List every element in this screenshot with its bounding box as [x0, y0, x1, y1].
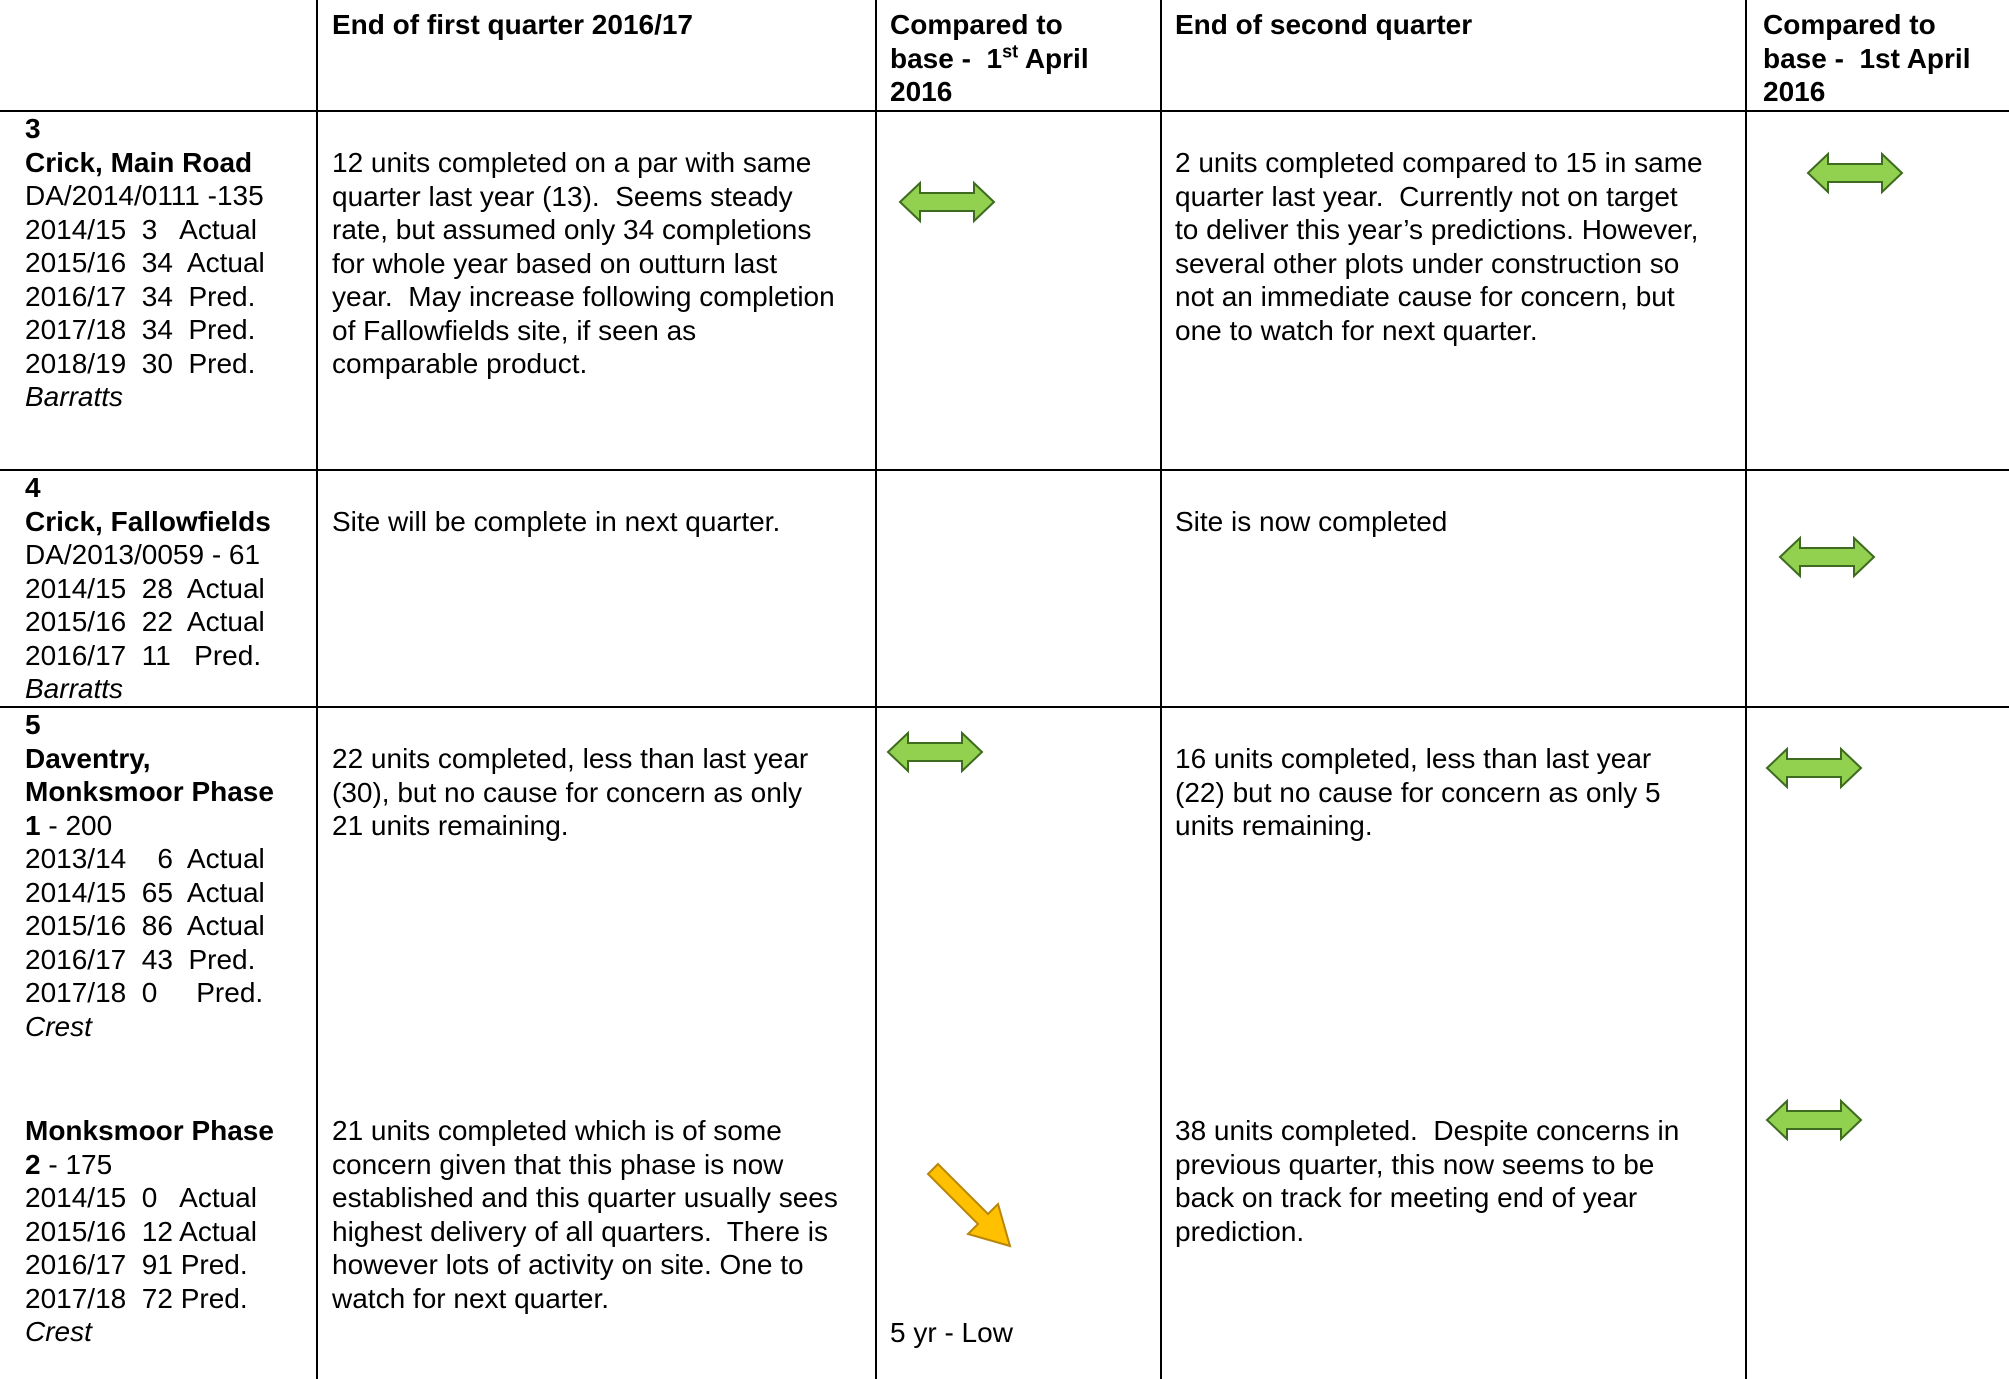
site-cell-row4: 4 Crick, Fallowfields DA/2013/0059 - 61 2014/15 28 Actual 2015/16 22 Actual 2016/17 11 Pred. Barratts	[25, 472, 271, 704]
table-column-divider	[875, 0, 877, 1379]
down-arrow-icon	[926, 1162, 1014, 1250]
site-cell-row5-phase2: Monksmoor Phase 2 - 175 2014/15 0 Actual 2015/16 12 Actual 2016/17 91 Pred. 2017/18 72 Pred. Crest	[25, 1115, 274, 1347]
q2-commentary-row4: Site is now completed	[1175, 506, 1448, 537]
q2-commentary-row5: 16 units completed, less than last year (22) but no cause for concern as only 5 units remaining.	[1175, 743, 1661, 841]
q1-commentary-row5-phase2: 21 units completed which is of some concern given that this phase is now established and this quarter usually sees highest delivery of all quarters. There is however lots of activity on site. One to watch for next quarter.	[332, 1115, 838, 1314]
double-arrow-icon	[1765, 1098, 1863, 1142]
double-arrow-icon	[1806, 151, 1904, 195]
header-q1: End of first quarter 2016/17	[332, 9, 694, 40]
table-column-divider	[1160, 0, 1162, 1379]
table-row-divider	[0, 469, 2009, 471]
header-compared-q2: Compared to base - 1st April 2016	[1763, 9, 1971, 107]
double-arrow-icon	[1765, 746, 1863, 790]
site-cell-row3: 3 Crick, Main Road DA/2014/0111 -135 2014/15 3 Actual 2015/16 34 Actual 2016/17 34 Pred. 2017/18 34 Pred. 2018/19 30 Pred. Barratts	[25, 113, 265, 412]
double-arrow-icon	[886, 730, 984, 774]
table-column-divider	[316, 0, 318, 1379]
table-row-divider	[0, 706, 2009, 708]
double-arrow-icon	[1778, 535, 1876, 579]
q1-commentary-row3: 12 units completed on a par with same quarter last year (13). Seems steady rate, but assumed only 34 completions for whole year based on outturn last year. May increase following completion of Fallowfields site, if seen as comparable product.	[332, 147, 835, 379]
q1-commentary-row5: 22 units completed, less than last year (30), but no cause for concern as only 21 units remaining.	[332, 743, 809, 841]
double-arrow-icon	[898, 180, 996, 224]
q2-commentary-row5-phase2: 38 units completed. Despite concerns in previous quarter, this now seems to be back on track for meeting end of year prediction.	[1175, 1115, 1680, 1247]
table-column-divider	[1745, 0, 1747, 1379]
five-year-low-note: 5 yr - Low	[890, 1317, 1013, 1348]
header-compared-q1: Compared to base - 1st April 2016	[890, 9, 1089, 107]
q1-commentary-row4: Site will be complete in next quarter.	[332, 506, 781, 537]
table-row-divider	[0, 110, 2009, 112]
q2-commentary-row3: 2 units completed compared to 15 in same quarter last year. Currently not on target to deliver this year’s predictions. However, several other plots under construction so not an immediate cause for concern, but one to watch for next quarter.	[1175, 147, 1703, 346]
site-cell-row5: 5 Daventry, Monksmoor Phase 1 - 200 2013/14 6 Actual 2014/15 65 Actual 2015/16 86 Actual 2016/17 43 Pred. 2017/18 0 Pred. Crest	[25, 709, 274, 1042]
header-q2: End of second quarter	[1175, 9, 1473, 40]
